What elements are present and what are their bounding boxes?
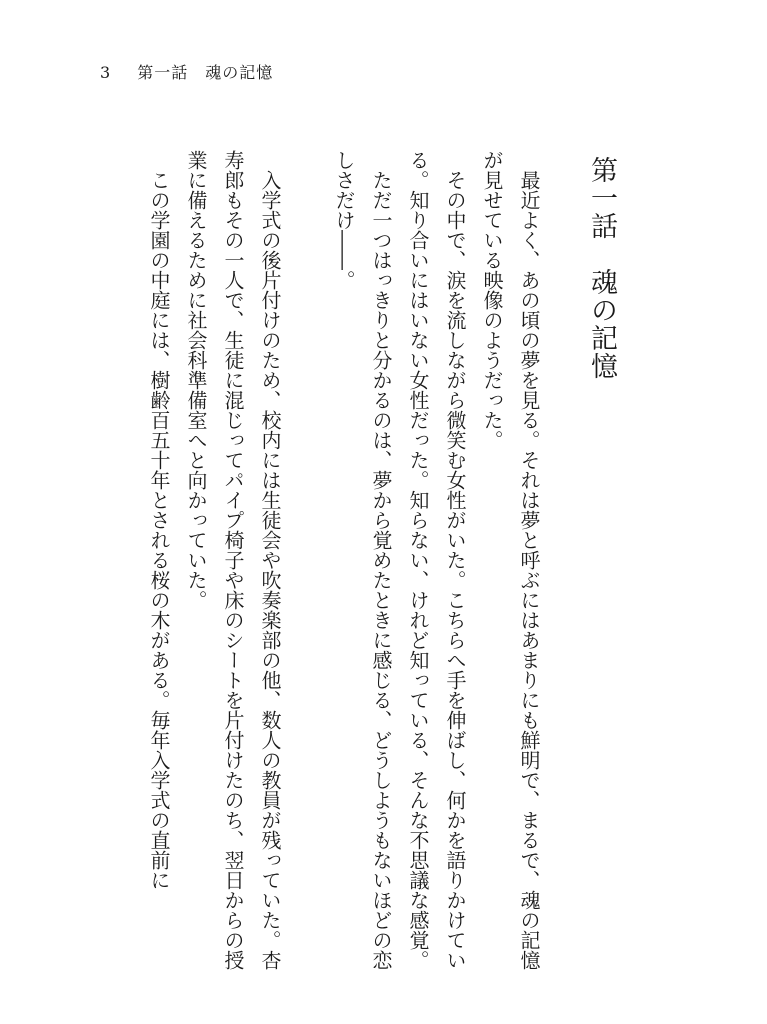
running-header	[100, 60, 273, 83]
chapter-title: 第一話 魂の記憶	[586, 156, 617, 380]
page-number: 3	[100, 63, 112, 82]
paragraph-4: 入学式の後片付けのため、校内には生徒会や吹奏楽部の他、数人の教員が残っていた。杏寿郎もその一人で、生徒に混じってパイプ椅子や床のシートを片付けたのち、翌日からの授業に備えるために社会科準備室へと向かっていた。	[184, 150, 282, 970]
header-chapter-title: 第一話 魂の記憶	[137, 63, 274, 82]
paragraph-2: その中で、涙を流しながら微笑む女性がいた。こちらへ手を伸ばし、何かを語りかけている。知り合いにはいない女性だった。知らない、けれど知っている、そんな不思議な感覚。	[406, 150, 467, 970]
vertical-text-body	[95, 150, 625, 970]
paragraph-5: この学園の中庭には、樹齢百五十年とされる桜の木がある。毎年入学式の直前に	[147, 170, 171, 890]
paragraph-3: ただ一つはっきりと分かるのは、夢から覚めたときに感じる、どうしようもないほどの恋しさだけ――。	[332, 150, 393, 970]
paragraph-1: 最近よく、あの頃の夢を見る。それは夢と呼ぶにはあまりにも鮮明で、まるで、魂の記憶が見せている映像のようだった。	[480, 150, 541, 970]
